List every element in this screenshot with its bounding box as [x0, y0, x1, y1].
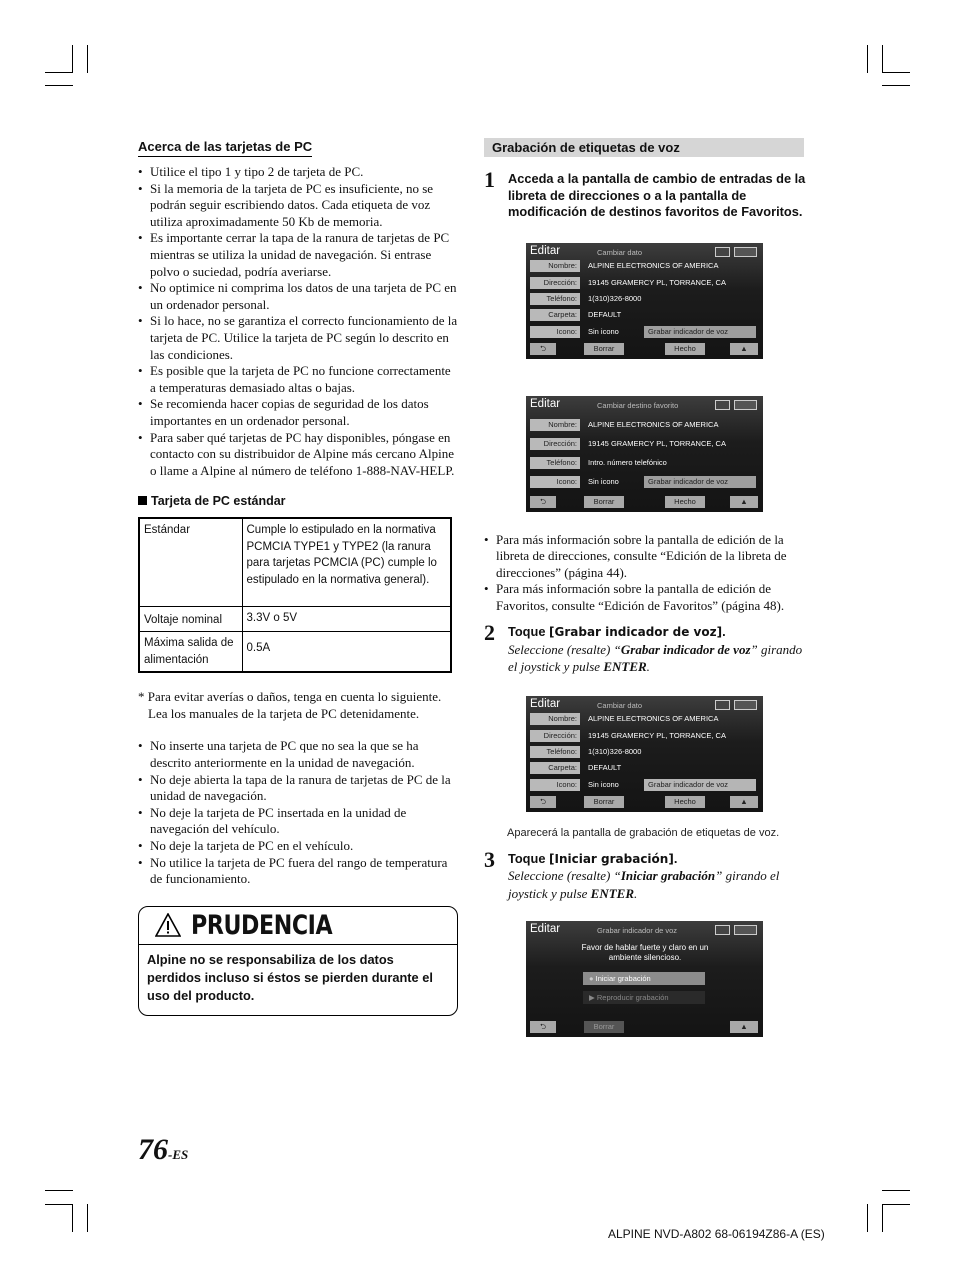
list-item: • Si la memoria de la tarjeta de PC es insuficiente, no se podrán seguir escribiendo datos. Cada etiqueta de voz utiliza aproximadamente 50 Kb de memoria. — [138, 181, 458, 231]
list-item: • No utilice la tarjeta de PC fuera del rango de temperatura de funcionamiento. — [138, 855, 458, 888]
record-voice-tag-button[interactable]: Grabar indicador de voz — [644, 476, 756, 488]
step-2: 2 Toque [Grabar indicador de voz]. Seleccione (resalte) “Grabar indicador de voz” girando el joystick y pulse ENTER. — [484, 620, 803, 675]
up-arrow-button[interactable]: ▲ — [730, 343, 758, 355]
keyboard-icon[interactable] — [734, 925, 757, 935]
done-button[interactable]: Hecho — [665, 343, 705, 355]
back-button[interactable]: ⮌ — [530, 1021, 556, 1033]
delete-button[interactable]: Borrar — [584, 796, 624, 808]
keyboard-icon[interactable] — [734, 400, 757, 410]
list-item: • Para más información sobre la pantalla de edición de Favoritos, consulte “Edición de Favoritos” (página 48). — [484, 581, 806, 614]
screen-edit-favorite: Editar Cambiar destino favorito Nombre: ALPINE ELECTRONICS OF AMERICA Dirección: 19145 GRAMERCY PL, TORRANCE, CA Teléfono: Intro. número telefónico Icono: Sin icono Grabar indicador de voz ⮌ Borrar Hecho ▲ — [526, 396, 763, 512]
table-row: Estándar Cumple lo estipulado en la normativa PCMCIA TYPE1 y TYPE2 (la ranura para tarjetas PCMCIA (PC) cumple lo estipulado en la normativa general). — [139, 518, 451, 606]
page-number: 76-ES — [138, 1133, 189, 1166]
caution-header — [139, 907, 457, 945]
list-item: • No deje abierta la tapa de la ranura de tarjetas de PC de la unidad de navegación. — [138, 772, 458, 805]
window-icon[interactable] — [715, 400, 730, 410]
field-row[interactable]: Nombre: ALPINE ELECTRONICS OF AMERICA — [530, 713, 758, 726]
spec-table — [138, 517, 452, 673]
back-button[interactable]: ⮌ — [530, 796, 556, 808]
play-icon: ▶ — [589, 993, 595, 1003]
screen-edit-entry-voice: Editar Cambiar dato Nombre: ALPINE ELECTRONICS OF AMERICA Dirección: 19145 GRAMERCY PL, TORRANCE, CA Teléfono: 1(310)326-8000 Carpeta: DEFAULT Icono: Sin icono Grabar indicador de voz ⮌ Borrar Hecho ▲ — [526, 696, 763, 812]
reference-bullets — [484, 532, 806, 615]
window-icon[interactable] — [715, 700, 730, 710]
delete-button[interactable]: Borrar — [584, 496, 624, 508]
left-column — [138, 138, 458, 1016]
record-message: Favor de hablar fuerte y claro en un ambiente silencioso. — [581, 943, 709, 963]
done-button[interactable]: Hecho — [665, 496, 705, 508]
warning-note: * Para evitar averías o daños, tenga en cuenta lo siguiente. Lea los manuales de la tarjeta de PC detenidamente. — [138, 689, 442, 721]
up-arrow-button[interactable]: ▲ — [730, 1021, 758, 1033]
table-row: Máxima salida de alimentación 0.5A — [139, 632, 451, 673]
field-row[interactable]: Icono: Sin icono — [530, 779, 758, 792]
list-item: • Es importante cerrar la tapa de la ranura de tarjetas de PC mientras se utiliza la unidad de navegación. Si entrase polvo o suciedad, podría averiarse. — [138, 230, 458, 280]
list-item: • Utilice el tipo 1 y tipo 2 de tarjeta de PC. — [138, 164, 458, 181]
field-row[interactable]: Carpeta: DEFAULT — [530, 762, 758, 775]
screen-record-voice-tag: Editar Grabar indicador de voz Favor de hablar fuerte y claro en un ambiente silencioso. ● Iniciar grabación ▶ Reproducir grabación ⮌ Borrar ▲ — [526, 921, 763, 1037]
field-row[interactable]: Teléfono: Intro. número telefónico — [530, 457, 758, 470]
document-code: ALPINE NVD-A802 68-06194Z86-A (ES) — [608, 1227, 825, 1241]
back-button[interactable]: ⮌ — [530, 343, 556, 355]
delete-button[interactable]: Borrar — [584, 343, 624, 355]
window-icon[interactable] — [715, 925, 730, 935]
up-arrow-button[interactable]: ▲ — [730, 496, 758, 508]
delete-button[interactable]: Borrar — [584, 1021, 624, 1033]
window-icon[interactable] — [715, 247, 730, 257]
field-row[interactable]: Nombre: ALPINE ELECTRONICS OF AMERICA — [530, 419, 758, 432]
up-arrow-button[interactable]: ▲ — [730, 796, 758, 808]
list-item: • Para más información sobre la pantalla de edición de la libreta de direcciones, consulte “Edición de la libreta de direcciones” (página 44). — [484, 532, 806, 582]
list-item: • No deje la tarjeta de PC en el vehículo. — [138, 838, 458, 855]
field-row[interactable]: Teléfono: 1(310)326-8000 — [530, 293, 758, 306]
caution-box — [138, 906, 458, 1016]
step-3: 3 Toque [Iniciar grabación]. Seleccione (resalte) “Iniciar grabación” girando el joystick y pulse ENTER. — [484, 846, 780, 901]
start-recording-button[interactable]: ● Iniciar grabación — [583, 972, 705, 985]
list-item: • Para saber qué tarjetas de PC hay disponibles, póngase en contacto con su distribuidor de Alpine más cercano Alpine o llame a Alpine al número de teléfono 1-888-NAV-HELP. — [138, 430, 458, 480]
done-button[interactable]: Hecho — [665, 796, 705, 808]
list-item: • Es posible que la tarjeta de PC no funcione correctamente a temperaturas demasiado altas o bajas. — [138, 363, 458, 396]
play-recording-button[interactable]: ▶ Reproducir grabación — [583, 991, 705, 1004]
field-row[interactable]: Nombre: ALPINE ELECTRONICS OF AMERICA — [530, 260, 758, 273]
field-row[interactable]: Dirección: 19145 GRAMERCY PL, TORRANCE, CA — [530, 730, 758, 743]
list-item: • Si lo hace, no se garantiza el correcto funcionamiento de la tarjeta de PC. Utilice la tarjeta de PC según lo descrito en las condiciones. — [138, 313, 458, 363]
list-item: • No inserte una tarjeta de PC que no sea la que se ha descrito anteriormente en la unidad de navegación. — [138, 738, 458, 771]
field-row[interactable]: Icono: Sin icono — [530, 326, 758, 339]
pc-card-heading: Acerca de las tarjetas de PC — [138, 139, 312, 157]
list-item: • No optimice ni comprima los datos de una tarjeta de PC en un ordenador personal. — [138, 280, 458, 313]
warning-triangle-icon — [155, 913, 181, 937]
keyboard-icon[interactable] — [734, 700, 757, 710]
back-button[interactable]: ⮌ — [530, 496, 556, 508]
step-1: 1 Acceda a la pantalla de cambio de entradas de la libreta de direcciones o a la pantalla de modificación de destinos favoritos de Favoritos. — [484, 167, 806, 219]
pc-card-bullets — [138, 164, 458, 479]
standard-subheading: Tarjeta de PC estándar — [138, 494, 458, 508]
record-voice-tag-button[interactable]: Grabar indicador de voz — [644, 779, 756, 791]
record-voice-tag-button[interactable]: Grabar indicador de voz — [644, 326, 756, 338]
voice-tag-heading: Grabación de etiquetas de voz — [484, 138, 804, 157]
field-row[interactable]: Teléfono: 1(310)326-8000 — [530, 746, 758, 759]
caution-title: PRUDENCIA — [191, 909, 333, 941]
keyboard-icon[interactable] — [734, 247, 757, 257]
field-row[interactable]: Dirección: 19145 GRAMERCY PL, TORRANCE, CA — [530, 438, 758, 451]
screen-edit-entry: Editar Cambiar dato Nombre: ALPINE ELECTRONICS OF AMERICA Dirección: 19145 GRAMERCY PL, TORRANCE, CA Teléfono: 1(310)326-8000 Carpeta: DEFAULT Icono: Sin icono Grabar indicador de voz ⮌ Borrar Hecho ▲ — [526, 243, 763, 359]
list-item: • Se recomienda hacer copias de seguridad de los datos importantes en un ordenador personal. — [138, 396, 458, 429]
field-row[interactable]: Carpeta: DEFAULT — [530, 309, 758, 322]
square-bullet-icon — [138, 496, 147, 505]
field-row[interactable]: Dirección: 19145 GRAMERCY PL, TORRANCE, CA — [530, 277, 758, 290]
screen-caption: Aparecerá la pantalla de grabación de etiquetas de voz. — [507, 826, 780, 839]
field-row[interactable]: Icono: Sin icono — [530, 476, 758, 489]
record-dot-icon: ● — [589, 974, 594, 984]
handling-bullets — [138, 738, 458, 887]
caution-text: Alpine no se responsabiliza de los datos perdidos incluso si éstos se pierden durante el uso del producto. — [147, 951, 433, 1003]
table-row: Voltaje nominal 3.3V o 5V — [139, 606, 451, 632]
list-item: • No deje la tarjeta de PC insertada en la unidad de navegación del vehículo. — [138, 805, 458, 838]
right-column — [484, 138, 806, 1037]
